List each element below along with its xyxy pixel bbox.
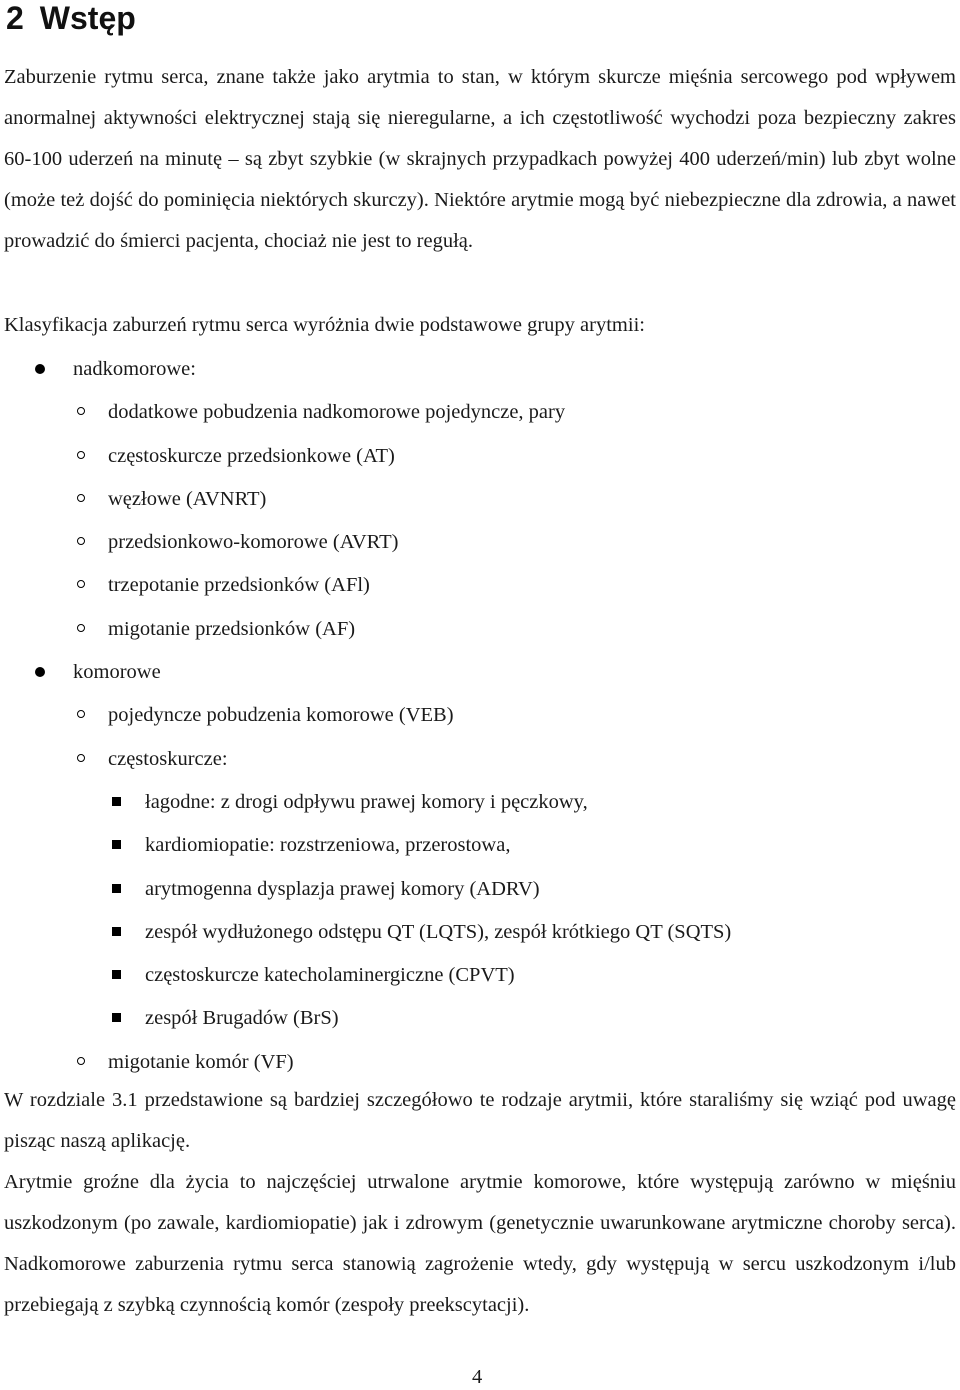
life-threatening-paragraph: Arytmie groźne dla życia to najczęściej utrwalone arytmie komorowe, które występują zarówno w mięśniu uszkodzonym (po zawale, kardiomiopatie) jak i zdrowym (genetycznie uwarunkowane arytmiczne choroby serca). Nadkomorowe zaburzenia rytmu serca stanowią zagrożenie wtedy, gdy występują w sercu uszkodzonym i/lub przebiegają z szybką czynnością komór (zespoły preekscytacji).	[4, 1171, 956, 1316]
section-title: Wstęp	[39, 0, 136, 36]
hollow-bullet-icon	[77, 1057, 85, 1065]
list-item: częstoskurcze katecholaminergiczne (CPVT)	[0, 954, 731, 997]
square-bullet-icon	[112, 840, 121, 849]
arrhythmia-classification-list	[0, 348, 731, 1084]
square-bullet-icon	[112, 884, 121, 893]
hollow-bullet-icon	[77, 494, 85, 502]
hollow-bullet-icon	[77, 407, 85, 415]
page-number: 4	[472, 1366, 483, 1388]
tachycardia-sublist	[0, 781, 731, 1041]
list-item: łagodne: z drogi odpływu prawej komory i pęczkowy,	[0, 781, 731, 824]
supraventricular-sublist	[0, 391, 731, 651]
filled-bullet-icon	[35, 364, 45, 374]
list-item: migotanie przedsionków (AF)	[0, 608, 731, 651]
square-bullet-icon	[112, 927, 121, 936]
hollow-bullet-icon	[77, 580, 85, 588]
hollow-bullet-icon	[77, 710, 85, 718]
list-item: dodatkowe pobudzenia nadkomorowe pojedyncze, pary	[0, 391, 731, 434]
section-number: 2	[6, 0, 24, 36]
square-bullet-icon	[112, 1013, 121, 1022]
hollow-bullet-icon	[77, 451, 85, 459]
list-item-supraventricular	[0, 348, 731, 651]
list-item: migotanie komór (VF)	[0, 1041, 731, 1084]
list-item: zespół wydłużonego odstępu QT (LQTS), zespół krótkiego QT (SQTS)	[0, 911, 731, 954]
filled-bullet-icon	[35, 667, 45, 677]
section-heading	[6, 0, 136, 38]
ventricular-sublist	[0, 694, 731, 1084]
square-bullet-icon	[112, 970, 121, 979]
intro-paragraph: Zaburzenie rytmu serca, znane także jako arytmia to stan, w którym skurcze mięśnia sercowego pod wpływem anormalnej aktywności elektrycznej stają się nieregularne, a ich częstotliwość wychodzi poza bezpieczny zakres 60-100 uderzeń na minutę – są zbyt szybkie (w skrajnych przypadkach powyżej 400 uderzeń/min) lub zbyt wolne (może też dojść do pominięcia niektórych skurczy). Niektóre arytmie mogą być niebezpieczne dla zdrowia, a nawet prowadzić do śmierci pacjenta, chociaż nie jest to regułą.	[4, 66, 956, 252]
classification-paragraph: Klasyfikacja zaburzeń rytmu serca wyróżnia dwie podstawowe grupy arytmii:	[4, 314, 645, 336]
list-item: częstoskurcze przedsionkowe (AT)	[0, 435, 731, 478]
list-label: nadkomorowe:	[73, 358, 196, 380]
hollow-bullet-icon	[77, 537, 85, 545]
list-item: węzłowe (AVNRT)	[0, 478, 731, 521]
square-bullet-icon	[112, 797, 121, 806]
chapter-reference-paragraph: W rozdziale 3.1 przedstawione są bardziej szczegółowo te rodzaje arytmii, które staraliśmy się wziąć pod uwagę pisząc naszą aplikację.	[4, 1089, 956, 1152]
list-item: trzepotanie przedsionków (AFl)	[0, 564, 731, 607]
list-item: przedsionkowo-komorowe (AVRT)	[0, 521, 731, 564]
list-item: zespół Brugadów (BrS)	[0, 997, 731, 1040]
list-item-ventricular	[0, 651, 731, 1084]
list-item-tachycardias: częstoskurcze: łagodne: z drogi odpływu prawej komory i pęczkowy, kardiomiopatie: rozstrzeniowa, przerostowa, arytmogenna dysplazja prawej komory (ADRV) zespół wydłużonego odstępu QT (LQTS), zespół krótkiego QT (SQTS) częstoskurcze katecholaminergiczne (CPVT) zespół Brugadów (BrS)	[0, 738, 731, 1041]
list-item: kardiomiopatie: rozstrzeniowa, przerostowa,	[0, 824, 731, 867]
list-item: pojedyncze pobudzenia komorowe (VEB)	[0, 694, 731, 737]
list-item: arytmogenna dysplazja prawej komory (ADRV)	[0, 868, 731, 911]
list-label: komorowe	[73, 661, 161, 684]
hollow-bullet-icon	[77, 754, 85, 762]
hollow-bullet-icon	[77, 624, 85, 632]
